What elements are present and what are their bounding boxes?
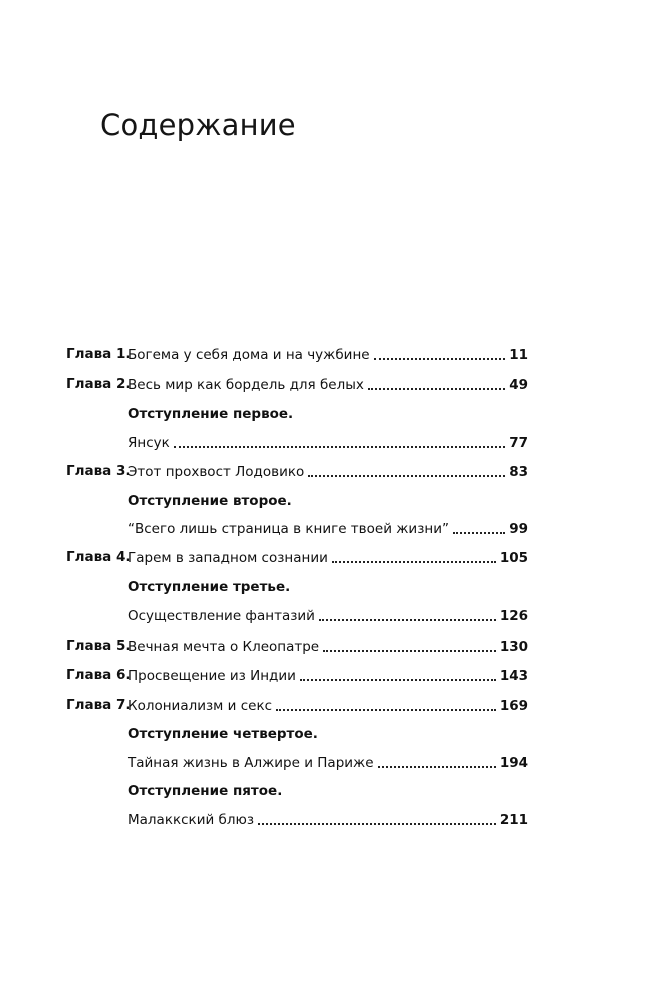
dot-leader	[174, 446, 505, 448]
entry-title: Осуществление фантазий	[128, 607, 315, 624]
dot-leader	[319, 619, 496, 621]
toc-chapter-row	[66, 691, 528, 720]
toc-entry	[128, 661, 528, 690]
chapter-label: Глава 3.	[66, 463, 131, 479]
toc-entry	[128, 748, 528, 777]
toc-chapter-row	[66, 661, 528, 690]
entry-title: Этот прохвост Лодовико	[128, 463, 305, 480]
toc-entry	[128, 543, 528, 572]
chapter-label: Глава 2.	[66, 376, 131, 392]
dot-leader	[258, 823, 496, 825]
page-number: 77	[509, 434, 528, 451]
page-number: 211	[499, 811, 528, 828]
digression-heading: Отступление второе.	[128, 493, 292, 509]
page-number: 99	[509, 520, 528, 537]
entry-title: Просвещение из Индии	[128, 667, 296, 684]
page-number: 49	[509, 376, 528, 393]
toc-entry	[128, 601, 528, 630]
toc-entry	[128, 340, 528, 369]
chapter-label: Глава 1.	[66, 346, 131, 362]
digression-heading: Отступление пятое.	[128, 783, 283, 799]
entry-title: Весь мир как бордель для белых	[128, 376, 364, 393]
toc-entry	[128, 370, 528, 399]
toc-chapter-row	[66, 543, 528, 572]
entry-title: Янсук	[128, 434, 170, 451]
dot-leader	[332, 561, 496, 563]
toc-entry	[128, 805, 528, 834]
toc-digression-heading-row	[66, 573, 528, 602]
page-number: 169	[499, 697, 528, 714]
page-title: Содержание	[100, 108, 296, 142]
toc-entry	[128, 632, 528, 661]
entry-title: Малаккский блюз	[128, 811, 255, 828]
toc-entry	[128, 457, 528, 486]
toc-chapter-row	[66, 632, 528, 661]
toc-entry	[128, 514, 528, 543]
entry-title: Тайная жизнь в Алжире и Париже	[128, 754, 374, 771]
toc-chapter-row	[66, 457, 528, 486]
page-number: 11	[509, 346, 528, 363]
toc-digression-heading-row	[66, 777, 528, 806]
dot-leader	[378, 766, 496, 768]
dot-leader	[300, 679, 496, 681]
toc-digression-row	[66, 428, 528, 457]
chapter-label: Глава 7.	[66, 697, 131, 713]
toc-chapter-row	[66, 340, 528, 369]
toc-digression-row	[66, 748, 528, 777]
digression-heading: Отступление третье.	[128, 579, 291, 595]
chapter-label: Глава 4.	[66, 549, 131, 565]
toc-digression-heading-row	[66, 720, 528, 749]
toc-digression-row	[66, 601, 528, 630]
entry-title: Богема у себя дома и на чужбине	[128, 346, 370, 363]
page-number: 83	[509, 463, 528, 480]
digression-heading: Отступление четвертое.	[128, 726, 318, 742]
toc-digression-row	[66, 805, 528, 834]
dot-leader	[368, 388, 505, 390]
entry-title: Колониализм и секс	[128, 697, 273, 714]
page-number: 194	[499, 754, 528, 771]
dot-leader	[374, 358, 506, 360]
digression-heading: Отступление первое.	[128, 406, 294, 422]
dot-leader	[308, 475, 505, 477]
entry-title: Гарем в западном сознании	[128, 549, 328, 566]
toc-digression-heading-row	[66, 487, 528, 516]
page-number: 105	[499, 549, 528, 566]
entry-title: Вечная мечта о Клеопатре	[128, 638, 320, 655]
page-number: 143	[499, 667, 528, 684]
toc-entry	[128, 428, 528, 457]
page-number: 130	[499, 638, 528, 655]
dot-leader	[276, 709, 496, 711]
dot-leader	[453, 532, 505, 534]
toc-digression-heading-row	[66, 400, 528, 429]
chapter-label: Глава 6.	[66, 667, 131, 683]
chapter-label: Глава 5.	[66, 638, 131, 654]
page-number: 126	[499, 607, 528, 624]
toc-chapter-row	[66, 370, 528, 399]
dot-leader	[323, 650, 496, 652]
toc-entry	[128, 691, 528, 720]
toc-digression-row	[66, 514, 528, 543]
entry-title: “Всего лишь страница в книге твоей жизни”	[128, 520, 449, 537]
